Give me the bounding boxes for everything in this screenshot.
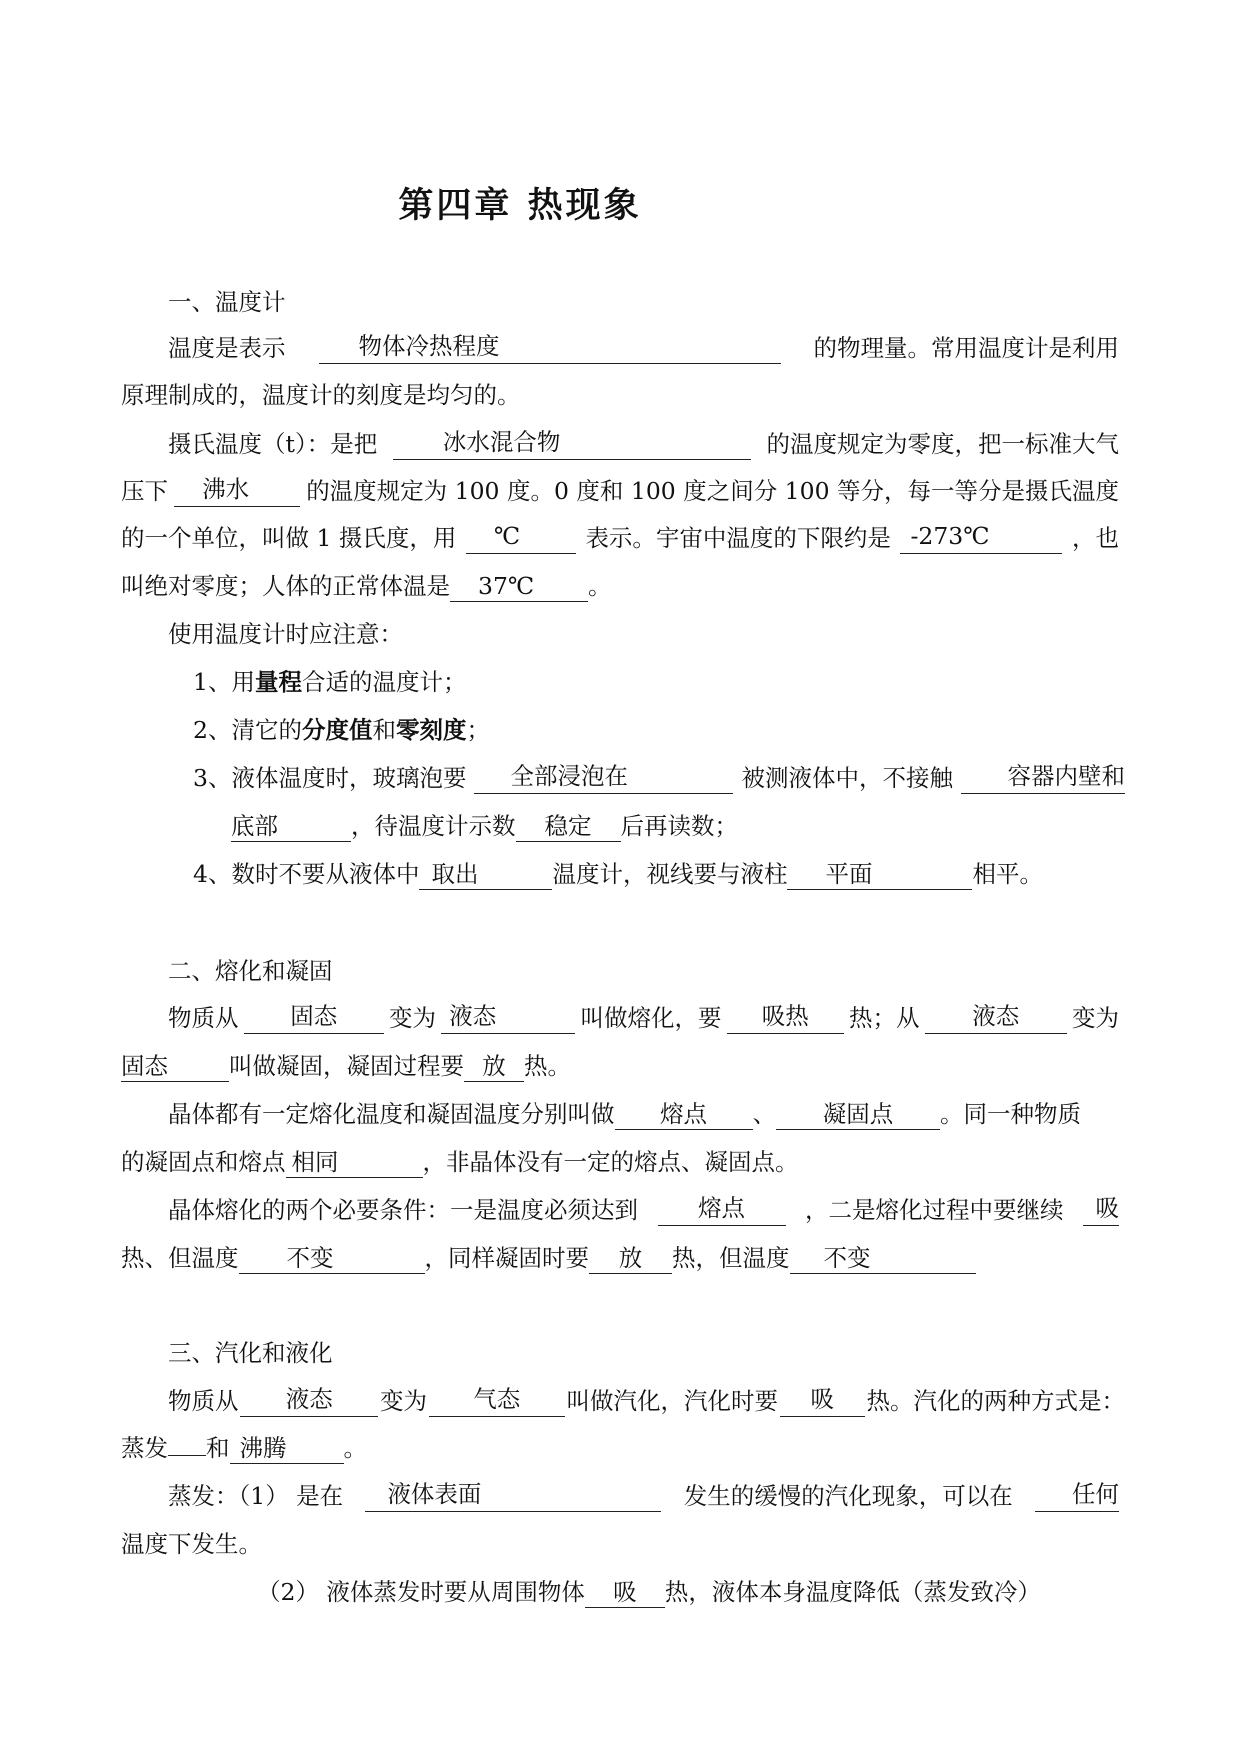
text: 表示。宇宙中温度的下限约是 xyxy=(585,524,891,552)
paragraph-line: 温度下发生。 xyxy=(121,1530,262,1558)
text: 热；从 xyxy=(849,1004,920,1032)
paragraph-line xyxy=(168,1098,1125,1130)
paragraph-line xyxy=(121,1050,1125,1082)
paragraph-line xyxy=(121,522,1119,554)
list-item-continued xyxy=(231,810,1125,842)
text: 4、数时不要从液体中 xyxy=(193,860,420,888)
text: 温度计，视线要与液柱 xyxy=(552,860,788,888)
chapter-title: 第四章 热现象 xyxy=(398,186,642,226)
list-item xyxy=(193,666,1125,698)
text: 叫做凝固，凝固过程要 xyxy=(229,1052,464,1080)
text: 晶体熔化的两个必要条件：一是温度必须达到 xyxy=(168,1196,638,1224)
answer-blank: 37℃ xyxy=(450,572,588,602)
text: 物质从 xyxy=(168,1387,239,1415)
text: 和 xyxy=(372,716,396,744)
text: 相平。 xyxy=(972,860,1043,888)
text: 。 xyxy=(343,1434,367,1462)
text: 变为 xyxy=(389,1004,436,1032)
answer-blank: 液态 xyxy=(925,1002,1067,1034)
text: 2、清它的 xyxy=(193,716,302,744)
answer-blank: 液态 xyxy=(240,1385,378,1417)
answer-blank: 吸 xyxy=(585,1578,665,1608)
answer-blank: 平面 xyxy=(787,860,972,890)
text: 叫做熔化，要 xyxy=(580,1004,722,1032)
text: 。同一种物质 xyxy=(940,1100,1081,1128)
answer-blank: 任何 xyxy=(1035,1480,1119,1512)
answer-blank: 不变 xyxy=(790,1244,976,1274)
answer-blank: 凝固点 xyxy=(776,1100,940,1130)
text: 合适的温度计； xyxy=(301,668,467,696)
paragraph-line xyxy=(168,1385,1125,1417)
paragraph-line xyxy=(121,1242,1125,1274)
paragraph-line xyxy=(121,1146,1125,1178)
text: 蒸发：（1） 是在 xyxy=(168,1482,344,1510)
text: 的温度规定为 100 度。0 度和 100 度之间分 100 等分，每一等分是摄氏温度 xyxy=(306,477,1119,505)
answer-blank: 固态 xyxy=(121,1052,229,1082)
answer-blank: 吸 xyxy=(780,1385,865,1417)
answer-blank: 液态 xyxy=(441,1002,575,1034)
answer-blank: 容器内壁和 xyxy=(961,762,1125,794)
answer-blank: ℃ xyxy=(466,522,576,554)
text: 的物理量。常用温度计是利用 xyxy=(813,334,1119,362)
section-heading: 一、温度计 xyxy=(168,288,286,316)
paragraph-line xyxy=(168,1002,1119,1034)
bold-text: 量程 xyxy=(254,668,302,696)
text: 被测液体中，不接触 xyxy=(741,764,953,792)
text: 蒸发 xyxy=(121,1434,168,1462)
text: 发生的缓慢的汽化现象，可以在 xyxy=(683,1482,1013,1510)
text: 叫做汽化，汽化时要 xyxy=(566,1387,778,1415)
answer-blank: 固态 xyxy=(244,1002,384,1034)
text: 3、液体温度时，玻璃泡要 xyxy=(193,764,467,792)
answer-blank: 液体表面 xyxy=(365,1480,661,1512)
text: 叫绝对零度；人体的正常体温是 xyxy=(121,572,450,600)
text: ，非晶体没有一定的熔点、凝固点。 xyxy=(422,1148,799,1176)
text: ，同样凝固时要 xyxy=(424,1244,589,1272)
text: 后再读数； xyxy=(620,812,738,840)
text: 摄氏温度（t）：是把 xyxy=(168,430,378,458)
list-item xyxy=(193,714,1125,746)
text: 晶体都有一定熔化温度和凝固温度分别叫做 xyxy=(168,1100,615,1128)
answer-blank: 稳定 xyxy=(516,812,621,842)
text: 物质从 xyxy=(168,1004,239,1032)
text: 的温度规定为零度，把一标准大气 xyxy=(766,430,1119,458)
text: 热，液体本身温度降低（蒸发致冷） xyxy=(664,1578,1041,1606)
paragraph-line xyxy=(168,1480,1119,1512)
answer-blank: 取出 xyxy=(419,860,552,890)
paragraph-line xyxy=(168,332,1119,364)
text: 压下 xyxy=(121,477,168,505)
text: 、 xyxy=(752,1100,776,1128)
answer-blank: 熔点 xyxy=(615,1100,753,1130)
text: 变为 xyxy=(1072,1004,1119,1032)
text: 热。 xyxy=(524,1052,571,1080)
text: 温度是表示 xyxy=(168,334,286,362)
text: ，二是熔化过程中要继续 xyxy=(805,1196,1064,1224)
answer-blank: 物体冷热程度 xyxy=(319,332,781,364)
answer-blank: 不变 xyxy=(239,1244,425,1274)
text: ，待温度计示数 xyxy=(351,812,516,840)
text: 热，但温度 xyxy=(672,1244,790,1272)
text: 变为 xyxy=(380,1387,427,1415)
text: 。 xyxy=(588,572,612,600)
answer-blank xyxy=(168,1455,206,1456)
answer-blank: -273℃ xyxy=(900,522,1062,554)
answer-blank: 气态 xyxy=(429,1385,565,1417)
bold-text: 分度值 xyxy=(301,716,373,744)
section-heading: 三、汽化和液化 xyxy=(168,1339,333,1367)
text: 的一个单位，叫做 1 摄氏度，用 xyxy=(121,524,457,552)
bold-text: 零刻度 xyxy=(395,716,467,744)
paragraph-line xyxy=(168,1194,1119,1226)
text: （2） 液体蒸发时要从周围物体 xyxy=(257,1578,585,1606)
answer-blank: 放 xyxy=(464,1052,524,1082)
answer-blank: 冰水混合物 xyxy=(393,428,751,460)
list-item xyxy=(193,762,1125,794)
answer-blank: 沸腾 xyxy=(230,1434,344,1464)
text: 和 xyxy=(206,1434,230,1462)
paragraph-line xyxy=(121,1432,1125,1464)
answer-blank: 全部浸泡在 xyxy=(474,762,733,794)
list-item xyxy=(193,858,1125,890)
text: ，也 xyxy=(1071,524,1119,552)
text: 1、用 xyxy=(193,668,255,696)
answer-blank: 相同 xyxy=(286,1148,423,1178)
paragraph-line xyxy=(121,570,1125,602)
answer-blank: 吸 xyxy=(1083,1194,1119,1226)
paragraph-line xyxy=(257,1576,1125,1608)
text: 热、但温度 xyxy=(121,1244,239,1272)
text: 的凝固点和熔点 xyxy=(121,1148,286,1176)
paragraph-line: 原理制成的，温度计的刻度是均匀的。 xyxy=(121,381,521,409)
text: ； xyxy=(466,716,490,744)
paragraph-line xyxy=(121,475,1119,507)
answer-blank: 沸水 xyxy=(174,475,300,507)
paragraph-line xyxy=(168,428,1119,460)
answer-blank: 吸热 xyxy=(727,1002,844,1034)
section-heading: 二、熔化和凝固 xyxy=(168,957,333,985)
answer-blank: 底部 xyxy=(231,812,351,842)
answer-blank: 熔点 xyxy=(658,1194,786,1226)
paragraph-line: 使用温度计时应注意： xyxy=(168,620,403,648)
text: 热。汽化的两种方式是： xyxy=(866,1387,1125,1415)
answer-blank: 放 xyxy=(589,1244,672,1274)
